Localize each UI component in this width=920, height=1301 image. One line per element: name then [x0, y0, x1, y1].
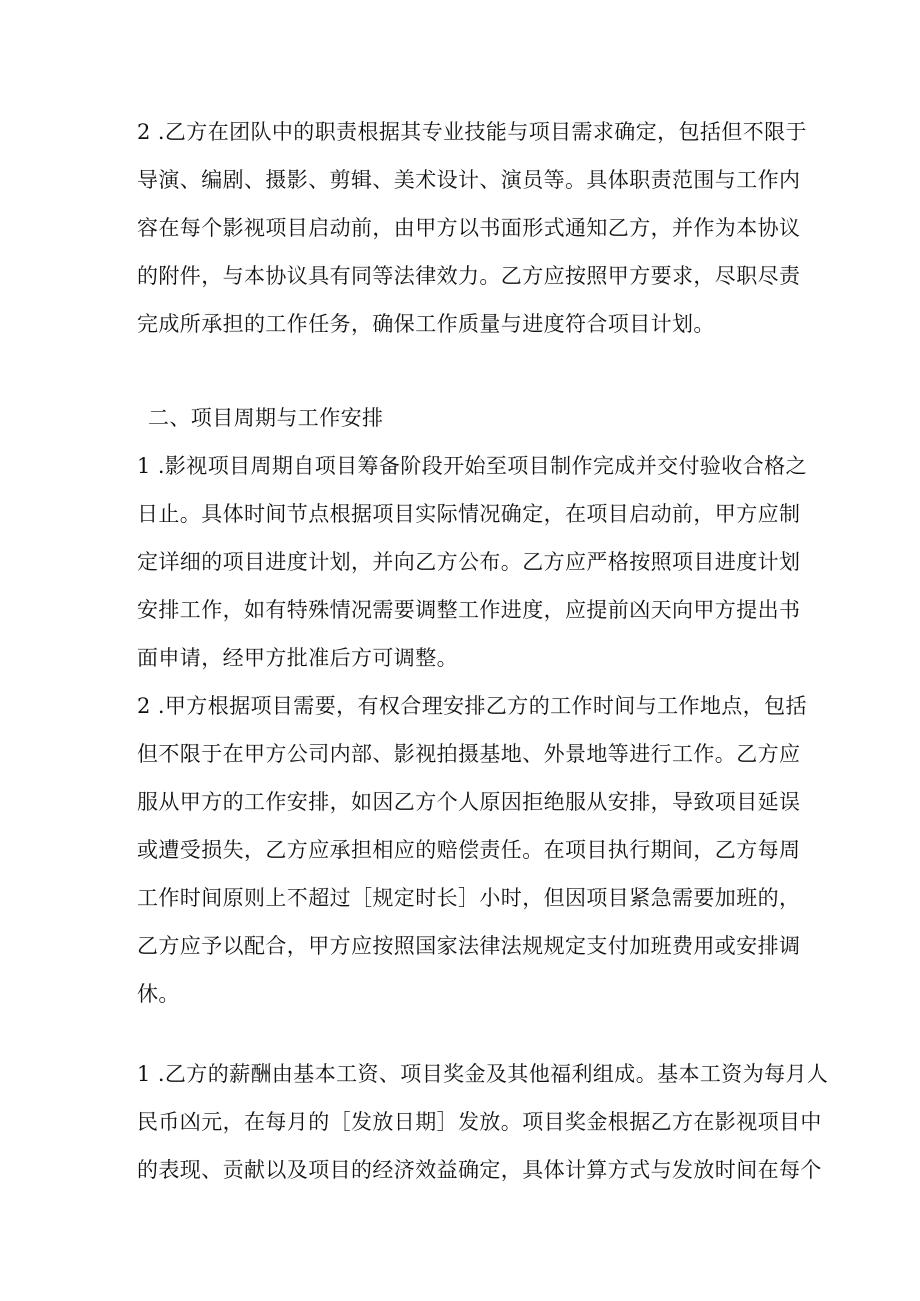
text-line: 的附件，与本协议具有同等法律效力。乙方应按照甲方要求，尽职尽责	[137, 264, 801, 288]
text-line: 休。	[137, 982, 180, 1006]
text-line: 的表现、贡献以及项目的经济效益确定，具体计算方式与发放时间在每个	[137, 1158, 822, 1182]
text-line: 服从甲方的工作安排，如因乙方个人原因拒绝服从安排，导致项目延误	[137, 790, 801, 814]
text-line: 完成所承担的工作任务，确保工作质量与进度符合项目计划。	[137, 312, 715, 336]
text-line: 日止。具体时间节点根据项目实际情况确定，在项目启动前，甲方应制	[137, 502, 801, 526]
text-line: 乙方应予以配合，甲方应按照国家法律法规规定支付加班费用或安排调	[137, 934, 801, 958]
text-line: 定详细的项目进度计划，并向乙方公布。乙方应严格按照项目进度计划	[137, 550, 801, 574]
text-line: 面申请，经甲方批准后方可调整。	[137, 646, 458, 670]
text-line: 1 .影视项目周期自项目筹备阶段开始至项目制作完成并交付验收合格之	[137, 454, 807, 478]
text-line: 工作时间原则上不超过［规定时长］小时，但因项目紧急需要加班的，	[137, 886, 801, 910]
text-line: 或遭受损失，乙方应承担相应的赔偿责任。在项目执行期间，乙方每周	[137, 838, 801, 862]
text-line: 容在每个影视项目启动前，由甲方以书面形式通知乙方，并作为本协议	[137, 216, 801, 240]
text-line: 导演、编剧、摄影、剪辑、美术设计、演员等。具体职责范围与工作内	[137, 168, 801, 192]
text-line: 安排工作，如有特殊情况需要调整工作进度，应提前凶天向甲方提出书	[137, 598, 801, 622]
text-line: 1 .乙方的薪酬由基本工资、项目奖金及其他福利组成。基本工资为每月人	[137, 1062, 829, 1086]
text-line: 2 .乙方在团队中的职责根据其专业技能与项目需求确定，包括但不限于	[137, 120, 807, 144]
text-line: 但不限于在甲方公司内部、影视拍摄基地、外景地等进行工作。乙方应	[137, 742, 801, 766]
text-line: 民币凶元，在每月的［发放日期］发放。项目奖金根据乙方在影视项目中	[137, 1110, 822, 1134]
text-line: 2 .甲方根据项目需要，有权合理安排乙方的工作时间与工作地点，包括	[137, 694, 807, 718]
section-heading: 二、项目周期与工作安排	[148, 406, 384, 430]
